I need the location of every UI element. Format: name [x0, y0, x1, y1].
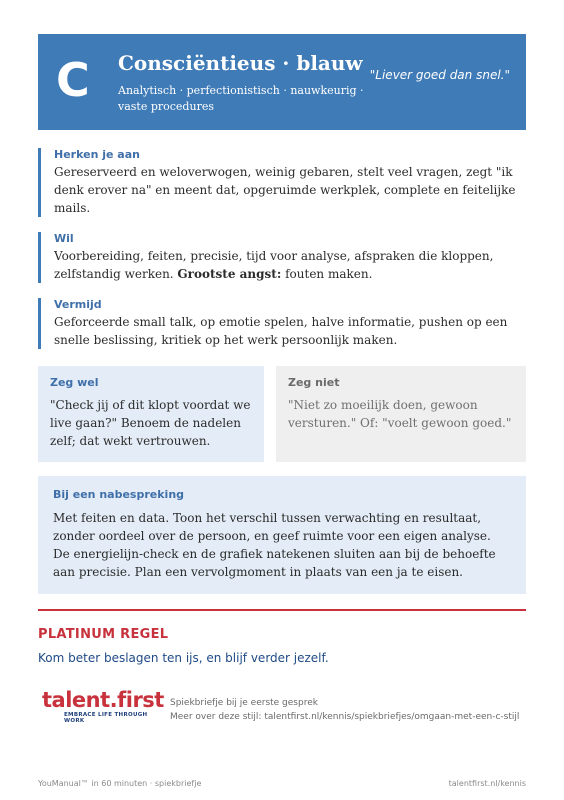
section-wil [38, 232, 542, 283]
nabespreking-box [38, 476, 526, 594]
style-title: Consciëntieus · blauw [118, 51, 363, 75]
zeg-niet-box [276, 366, 526, 462]
section-vermijd [38, 298, 542, 349]
platinum-title: PLATINUM REGEL [38, 627, 169, 642]
section-text [54, 247, 542, 283]
section-text: Gereserveerd en weloverwogen, weinig gebaren, stelt veel vragen, zegt "ik denk erover na" en meent dat, opgeruimde werkplek, complete en feitelijke mails. [54, 165, 516, 215]
style-header [38, 34, 526, 130]
footer-info-line1: Spiekbriefje bij je eerste gesprek [170, 698, 318, 708]
section-text-end: fouten maken. [281, 267, 373, 281]
section-label: Herken je aan [54, 148, 140, 161]
section-text-start: Voorbereiding, feiten, precisie, tijd voor analyse, afspraken die kloppen, zelfstandig werken. [54, 249, 494, 281]
zeg-niet-label: Zeg niet [288, 376, 340, 389]
footer-info [170, 696, 519, 724]
style-quote: "Liever goed dan snel." [369, 68, 510, 82]
logo-tagline: EMBRACE LIFE THROUGH WORK [64, 712, 148, 724]
talentfirst-logo [42, 688, 162, 724]
zeg-wel-text: "Check jij of dit klopt voordat we live gaan?" Benoem de nadelen zelf; dat wekt vertrouwen. [50, 398, 251, 448]
logo-name: talent.first [42, 688, 164, 712]
section-text: Geforceerde small talk, op emotie spelen, halve informatie, pushen op een snelle beslissing, kritiek op het werk persoonlijk maken. [54, 315, 508, 347]
footer-right: talentfirst.nl/kennis [448, 779, 526, 788]
platinum-text: Kom beter beslagen ten ijs, en blijf verder jezelf. [38, 651, 329, 665]
section-label: Wil [54, 232, 74, 245]
zeg-wel-box [38, 366, 264, 462]
style-letter: C [56, 53, 90, 107]
style-subtitle: Analytisch · perfectionistisch · nauwkeurig · vaste procedures [118, 84, 364, 113]
nabespreking-label: Bij een nabespreking [53, 488, 185, 501]
nabespreking-text: Met feiten en data. Toon het verschil tussen verwachting en resultaat, zonder oordeel over de persoon, en geef ruimte voor een eigen analyse. De energielijn-check en de grafiek natekenen sluiten aan bij de behoefte aan precisie. Plan een vervolgmoment in plaats van een ja te eisen. [53, 511, 496, 579]
red-divider [38, 609, 526, 611]
zeg-wel-label: Zeg wel [50, 376, 99, 389]
section-label: Vermijd [54, 298, 102, 311]
zeg-niet-text: "Niet zo moeilijk doen, gewoon versturen." Of: "voelt gewoon goed." [288, 398, 512, 430]
section-herken [38, 148, 542, 217]
footer-info-line2: Meer over deze stijl: talentfirst.nl/kennis/spiekbriefjes/omgaan-met-een-c-stijl [170, 712, 520, 722]
footer-left: YouManual™ in 60 minuten · spiekbriefje [38, 779, 202, 788]
section-text-bold: Grootste angst: [177, 267, 282, 281]
